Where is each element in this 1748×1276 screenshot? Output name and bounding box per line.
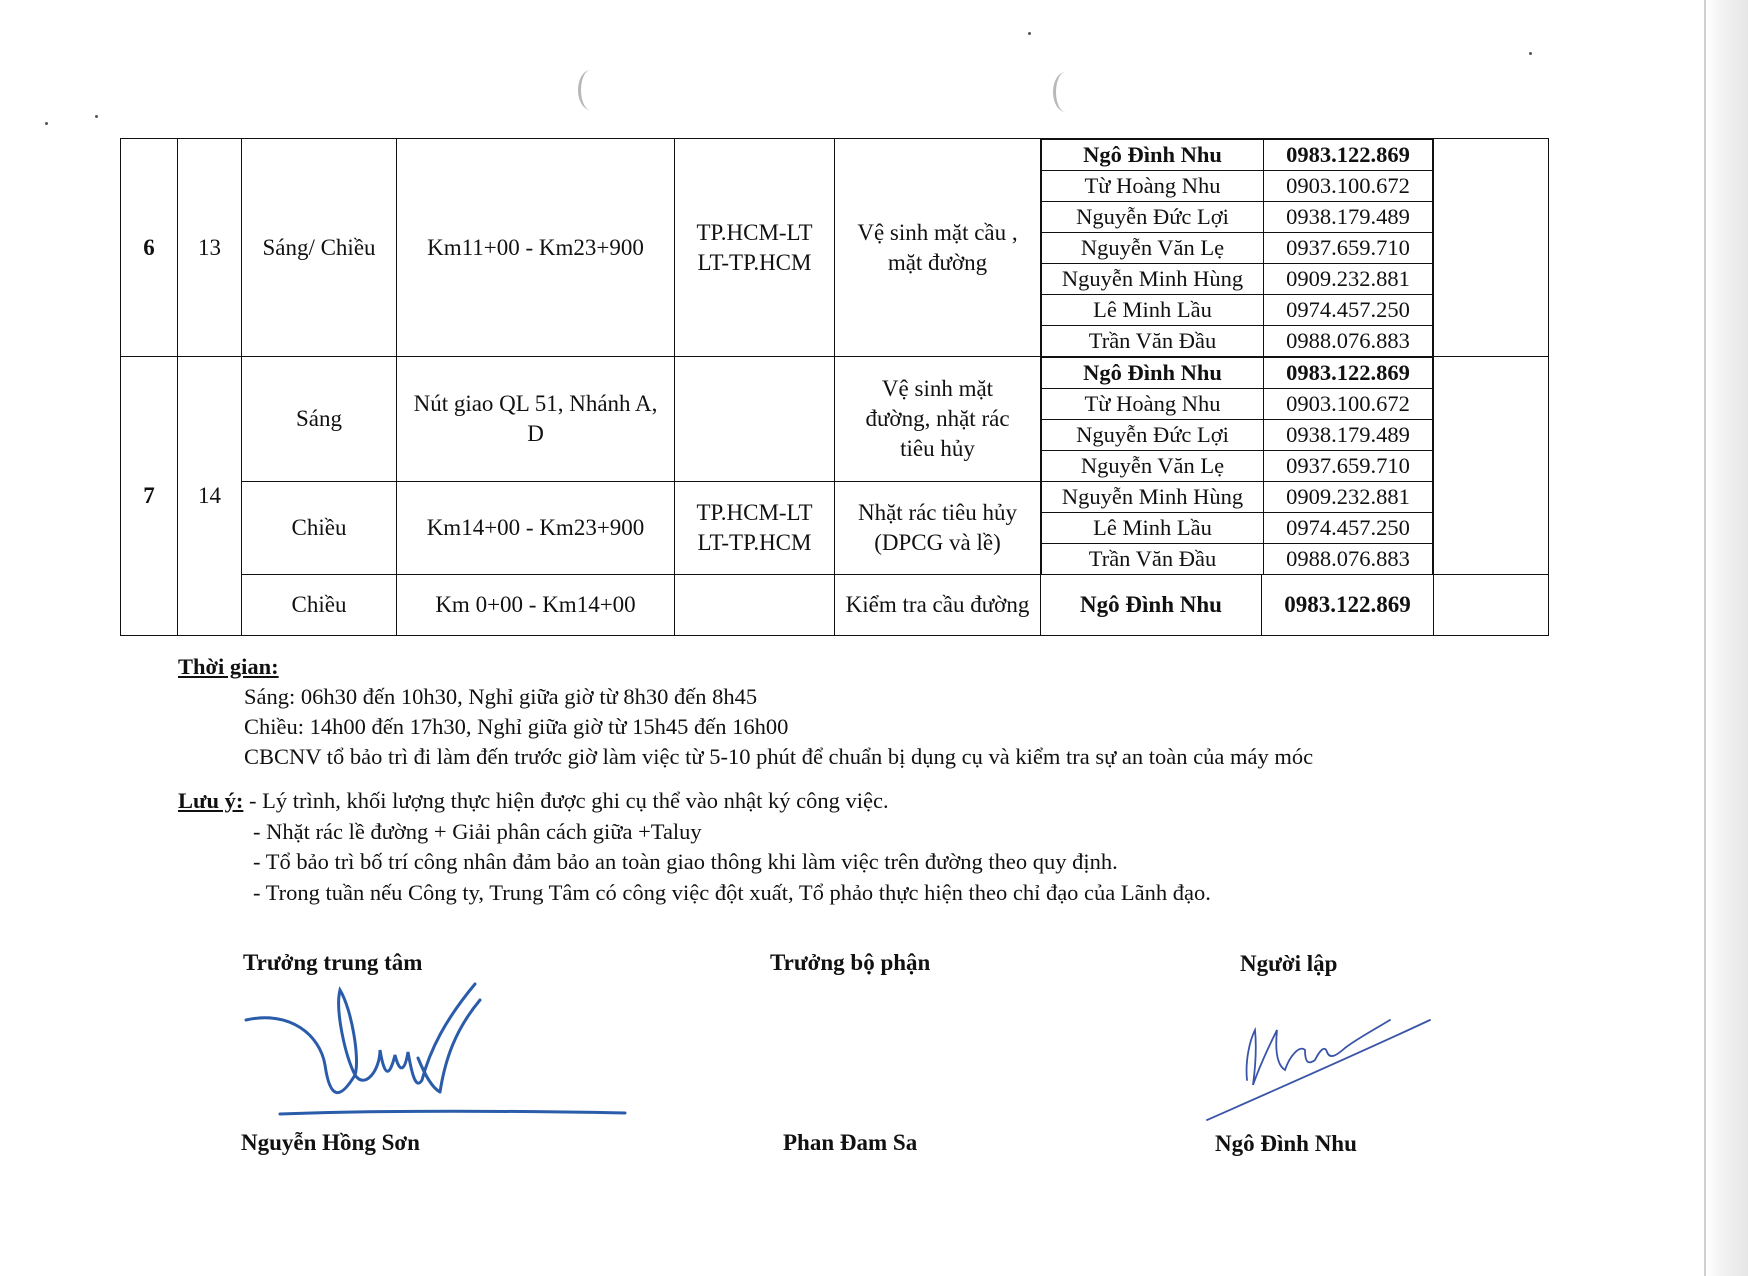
speck	[45, 122, 48, 125]
signature-name: Nguyễn Hồng Sơn	[241, 1130, 420, 1155]
staff-row	[1042, 513, 1433, 544]
signature-role: Người lập	[1240, 951, 1338, 976]
staff-row	[1042, 202, 1433, 233]
note-cell	[1434, 575, 1549, 636]
staff-name: Nguyễn Minh Hùng	[1042, 482, 1264, 513]
working-time-line: Chiều: 14h00 đến 17h30, Nghỉ giữa giờ từ 15h45 đến 16h00	[244, 714, 789, 739]
staff-row	[1042, 482, 1433, 513]
staff-name: Ngô Đình Nhu	[1042, 358, 1264, 389]
staff-phone: 0974.457.250	[1264, 513, 1433, 544]
staff-name: Từ Hoàng Nhu	[1042, 389, 1264, 420]
staff-name: Trần Văn Đầu	[1042, 544, 1264, 575]
table-row	[121, 357, 1549, 482]
note-cell	[1434, 357, 1549, 575]
shift-cell: Chiều	[242, 575, 397, 636]
task-cell	[835, 139, 1041, 357]
staff-name: Nguyễn Đức Lợi	[1042, 420, 1264, 451]
route-cell: Km11+00 - Km23+900	[397, 139, 675, 357]
staff-list	[1041, 139, 1433, 356]
direction-line: LT-TP.HCM	[697, 249, 812, 275]
working-time-line: Sáng: 06h30 đến 10h30, Nghỉ giữa giờ từ 8h30 đến 8h45	[244, 684, 758, 709]
week-cell: 14	[178, 357, 242, 636]
staff-phone: 0983.122.869	[1264, 358, 1433, 389]
speck	[95, 115, 98, 118]
task-cell	[835, 481, 1041, 574]
staff-row	[1042, 389, 1433, 420]
working-time-title: Thời gian:	[178, 654, 279, 679]
signature-role: Trưởng trung tâm	[243, 950, 423, 975]
staff-row	[1042, 451, 1433, 482]
staff-phone: 0974.457.250	[1264, 295, 1433, 326]
staff-row	[1042, 233, 1433, 264]
staff-name: Nguyễn Văn Lẹ	[1042, 233, 1264, 264]
table-row	[121, 139, 1549, 357]
direction-line: LT-TP.HCM	[697, 529, 812, 555]
shift-cell: Sáng/ Chiều	[242, 139, 397, 357]
staff-phone: 0983.122.869	[1264, 140, 1433, 171]
route-cell: Km 0+00 - Km14+00	[397, 575, 675, 636]
task-line: đường, nhặt rác	[865, 405, 1010, 431]
table-row	[121, 575, 1549, 636]
task-line: tiêu hủy	[900, 435, 975, 461]
working-time-section	[178, 652, 1313, 772]
inspector-name: Ngô Đình Nhu	[1041, 575, 1262, 636]
task-cell	[835, 357, 1041, 482]
direction-cell	[675, 481, 835, 574]
stt-cell: 7	[121, 357, 178, 636]
signature-drawing	[1205, 1010, 1435, 1130]
direction-cell	[675, 357, 835, 482]
staff-phone: 0903.100.672	[1264, 171, 1433, 202]
notes-line: - Lý trình, khối lượng thực hiện được ghi cụ thể vào nhật ký công việc.	[243, 788, 889, 813]
staff-name: Nguyễn Minh Hùng	[1042, 264, 1264, 295]
staff-phone: 0938.179.489	[1264, 202, 1433, 233]
staff-row	[1042, 420, 1433, 451]
staff-list	[1041, 357, 1433, 574]
task-line: (DPCG và lề)	[874, 529, 1001, 555]
task-line: Vệ sinh mặt	[881, 376, 994, 402]
route-cell	[397, 357, 675, 482]
task-line: Nhặt rác tiêu hủy	[857, 499, 1018, 525]
staff-name: Từ Hoàng Nhu	[1042, 171, 1264, 202]
staff-phone: 0937.659.710	[1264, 451, 1433, 482]
signature-name: Phan Đam Sa	[783, 1130, 918, 1155]
punch-hole-mark	[578, 70, 603, 110]
signature-drawing	[240, 980, 640, 1120]
staff-row	[1042, 295, 1433, 326]
stt-cell: 6	[121, 139, 178, 357]
route-line: D	[527, 420, 544, 446]
notes-section	[178, 786, 1211, 908]
staff-phone: 0903.100.672	[1264, 389, 1433, 420]
staff-name: Nguyễn Văn Lẹ	[1042, 451, 1264, 482]
staff-phone: 0938.179.489	[1264, 420, 1433, 451]
staff-name: Lê Minh Lầu	[1042, 295, 1264, 326]
direction-cell	[675, 139, 835, 357]
speck	[1028, 32, 1031, 35]
working-time-line: CBCNV tổ bảo trì đi làm đến trước giờ làm việc từ 5-10 phút để chuẩn bị dụng cụ và kiểm tra sự an toàn của máy móc	[244, 744, 1314, 769]
staff-name: Lê Minh Lầu	[1042, 513, 1264, 544]
task-line: mặt đường	[887, 249, 988, 275]
shift-cell: Chiều	[242, 481, 397, 574]
inspector-phone: 0983.122.869	[1262, 575, 1434, 636]
signature-name: Ngô Đình Nhu	[1215, 1131, 1357, 1156]
signature-role: Trưởng bộ phận	[770, 950, 931, 975]
staff-name: Nguyễn Đức Lợi	[1042, 202, 1264, 233]
punch-hole-mark	[1053, 72, 1078, 112]
direction-cell	[675, 575, 835, 636]
staff-phone: 0909.232.881	[1264, 264, 1433, 295]
staff-row	[1042, 264, 1433, 295]
staff-row	[1042, 140, 1433, 171]
week-cell: 13	[178, 139, 242, 357]
task-line: Vệ sinh mặt cầu ,	[857, 219, 1018, 245]
speck	[1529, 52, 1532, 55]
notes-line: - Tổ bảo trì bố trí công nhân đảm bảo an toàn giao thông khi làm việc trên đường theo quy định.	[253, 849, 1118, 874]
staff-row	[1042, 171, 1433, 202]
note-cell	[1434, 139, 1549, 357]
direction-line: TP.HCM-LT	[696, 219, 813, 245]
route-line: Nút giao QL 51, Nhánh A,	[413, 390, 658, 416]
staff-cell	[1041, 139, 1434, 357]
scan-edge	[1705, 0, 1748, 1276]
staff-name: Trần Văn Đầu	[1042, 326, 1264, 357]
staff-cell	[1041, 357, 1434, 575]
staff-phone: 0909.232.881	[1264, 482, 1433, 513]
task-cell: Kiểm tra cầu đường	[835, 575, 1041, 636]
notes-line: - Trong tuần nếu Công ty, Trung Tâm có công việc đột xuất, Tổ phảo thực hiện theo chỉ đạo của Lãnh đạo.	[253, 879, 1211, 905]
direction-line: TP.HCM-LT	[696, 499, 813, 525]
staff-row	[1042, 326, 1433, 357]
staff-phone: 0988.076.883	[1264, 326, 1433, 357]
notes-first-line	[178, 786, 1211, 817]
staff-phone: 0937.659.710	[1264, 233, 1433, 264]
schedule-table	[120, 138, 1549, 636]
staff-name: Ngô Đình Nhu	[1042, 140, 1264, 171]
scan-line	[1704, 0, 1705, 1276]
staff-row	[1042, 544, 1433, 575]
notes-line: - Nhặt rác lề đường + Giải phân cách giữa +Taluy	[253, 818, 702, 844]
notes-label: Lưu ý:	[178, 788, 244, 813]
staff-phone: 0988.076.883	[1264, 544, 1433, 575]
staff-row	[1042, 358, 1433, 389]
shift-cell: Sáng	[242, 357, 397, 482]
route-cell: Km14+00 - Km23+900	[397, 481, 675, 574]
